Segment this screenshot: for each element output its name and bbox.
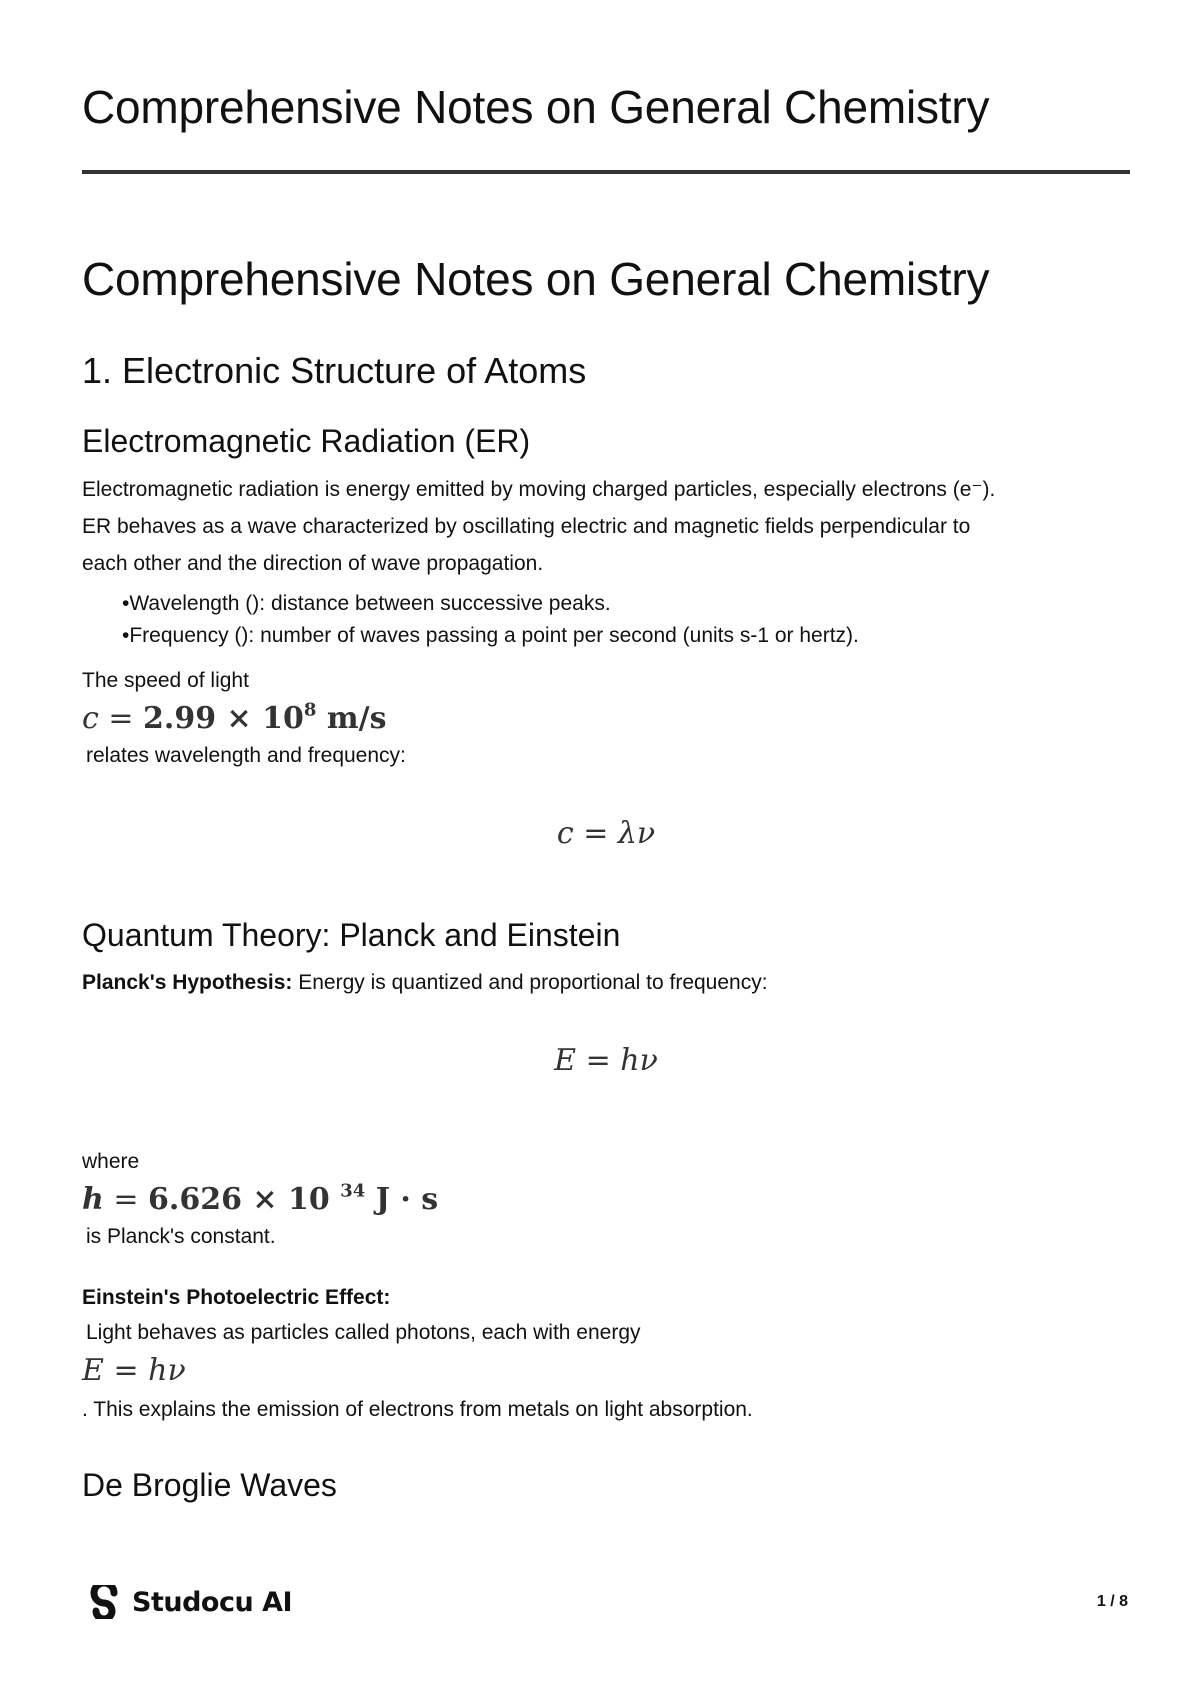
- wave-equation: c = λν: [556, 815, 656, 851]
- title-divider: [82, 170, 1130, 174]
- speed-of-light-relation: relates wavelength and frequency:: [86, 743, 406, 767]
- er-bullet-list: [82, 588, 1130, 652]
- subheading-electromagnetic-radiation: Electromagnetic Radiation (ER): [82, 423, 531, 460]
- planck-label: Planck's Hypothesis:: [82, 971, 293, 995]
- einstein-text: Light behaves as particles called photons, each with energy: [86, 1321, 641, 1345]
- speed-of-light-equation: $c = 2.99 \times 10^8$ m/s: [82, 699, 387, 736]
- planck-constant-equation: h = 6.626 × 10 $^{34}$ J · s: [82, 1180, 439, 1218]
- er-paragraph: [82, 471, 1130, 582]
- where-label: where: [82, 1150, 140, 1174]
- speed-value: 2.99: [143, 700, 217, 736]
- er-paragraph-line-1: Electromagnetic radiation is energy emitted by moving charged particles, especially electrons (e⁻).: [82, 477, 996, 501]
- speed-of-light-intro: The speed of light: [82, 668, 249, 692]
- planck-constant-value: 6.626: [148, 1182, 242, 1218]
- planck-constant-unit: J · s: [375, 1182, 439, 1218]
- subheading-quantum-theory: Quantum Theory: Planck and Einstein: [82, 916, 621, 953]
- document-title: Comprehensive Notes on General Chemistry: [82, 81, 990, 133]
- speed-unit: m/s: [326, 700, 387, 736]
- document-content: [82, 252, 1130, 1515]
- page-indicator: 1 / 8: [1096, 1593, 1128, 1610]
- er-paragraph-line-3: each other and the direction of wave propagation.: [82, 551, 544, 575]
- list-item-frequency: • Frequency (): number of waves passing a point per second (units s-1 or hertz).: [122, 620, 1130, 652]
- planck-equation: E = hν: [554, 1043, 658, 1079]
- list-item-wavelength: • Wavelength (): distance between successive peaks.: [122, 588, 1130, 620]
- planck-constant-description: is Planck's constant.: [86, 1225, 276, 1249]
- subheading-de-broglie: De Broglie Waves: [82, 1467, 337, 1504]
- planck-constant-exponent: 34: [340, 1180, 366, 1202]
- planck-hypothesis: [82, 964, 1130, 1001]
- einstein-label: Einstein's Photoelectric Effect:: [82, 1286, 391, 1310]
- studocu-logo[interactable]: [88, 1585, 292, 1619]
- main-heading: Comprehensive Notes on General Chemistry: [82, 253, 990, 305]
- photon-energy-equation: E = hν: [82, 1353, 186, 1389]
- er-paragraph-line-2: ER behaves as a wave characterized by oscillating electric and magnetic fields perpendicular to: [82, 514, 971, 538]
- studocu-logo-icon: [88, 1585, 122, 1619]
- section-heading-electronic-structure: 1. Electronic Structure of Atoms: [82, 350, 587, 392]
- planck-text: Energy is quantized and proportional to frequency:: [298, 971, 768, 995]
- einstein-explanation: . This explains the emission of electrons from metals on light absorption.: [82, 1398, 753, 1422]
- studocu-brand-text: Studocu AI: [132, 1586, 293, 1618]
